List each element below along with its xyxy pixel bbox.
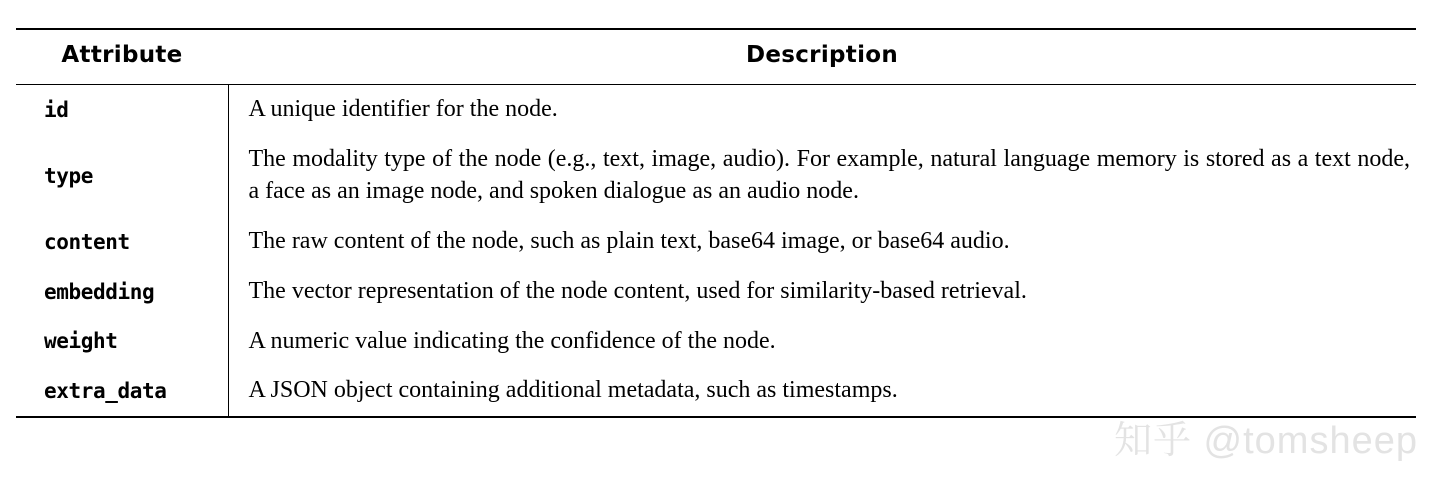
table-header-row	[16, 29, 1416, 85]
table-row	[16, 267, 1416, 317]
attribute-description-type: The modality type of the node (e.g., text, image, audio). For example, natural language memory is stored as a text node, a face as an image node, and spoken dialogue as an audio node.	[248, 145, 1410, 204]
table-row	[16, 366, 1416, 417]
table-row	[16, 317, 1416, 367]
table-header	[16, 29, 1416, 85]
column-header-attribute: Attribute	[61, 42, 183, 68]
watermark-site: 知乎	[1113, 418, 1192, 462]
attribute-name-weight: weight	[16, 317, 228, 367]
column-header-description: Description	[745, 42, 899, 68]
watermark-handle: @tomsheep	[1203, 420, 1418, 462]
attribute-description-embedding: The vector representation of the node content, used for similarity-based retrieval.	[248, 277, 1027, 304]
table-body	[16, 85, 1416, 418]
attribute-description-id: A unique identifier for the node.	[248, 96, 558, 122]
table-row	[16, 135, 1416, 217]
table-row	[16, 217, 1416, 267]
attribute-name-type: type	[16, 135, 228, 217]
attribute-description-weight: A numeric value indicating the confidence of the node.	[248, 327, 776, 354]
attribute-name-extra-data: extra_data	[16, 366, 228, 417]
table-row	[16, 85, 1416, 135]
attribute-description-table	[16, 28, 1416, 418]
attribute-name-content: content	[16, 217, 228, 267]
attribute-name-id: id	[16, 85, 228, 135]
attribute-description-extra-data: A JSON object containing additional metadata, such as timestamps.	[248, 377, 898, 404]
attribute-description-content: The raw content of the node, such as plain text, base64 image, or base64 audio.	[248, 227, 1010, 254]
attribute-name-embedding: embedding	[16, 267, 228, 317]
